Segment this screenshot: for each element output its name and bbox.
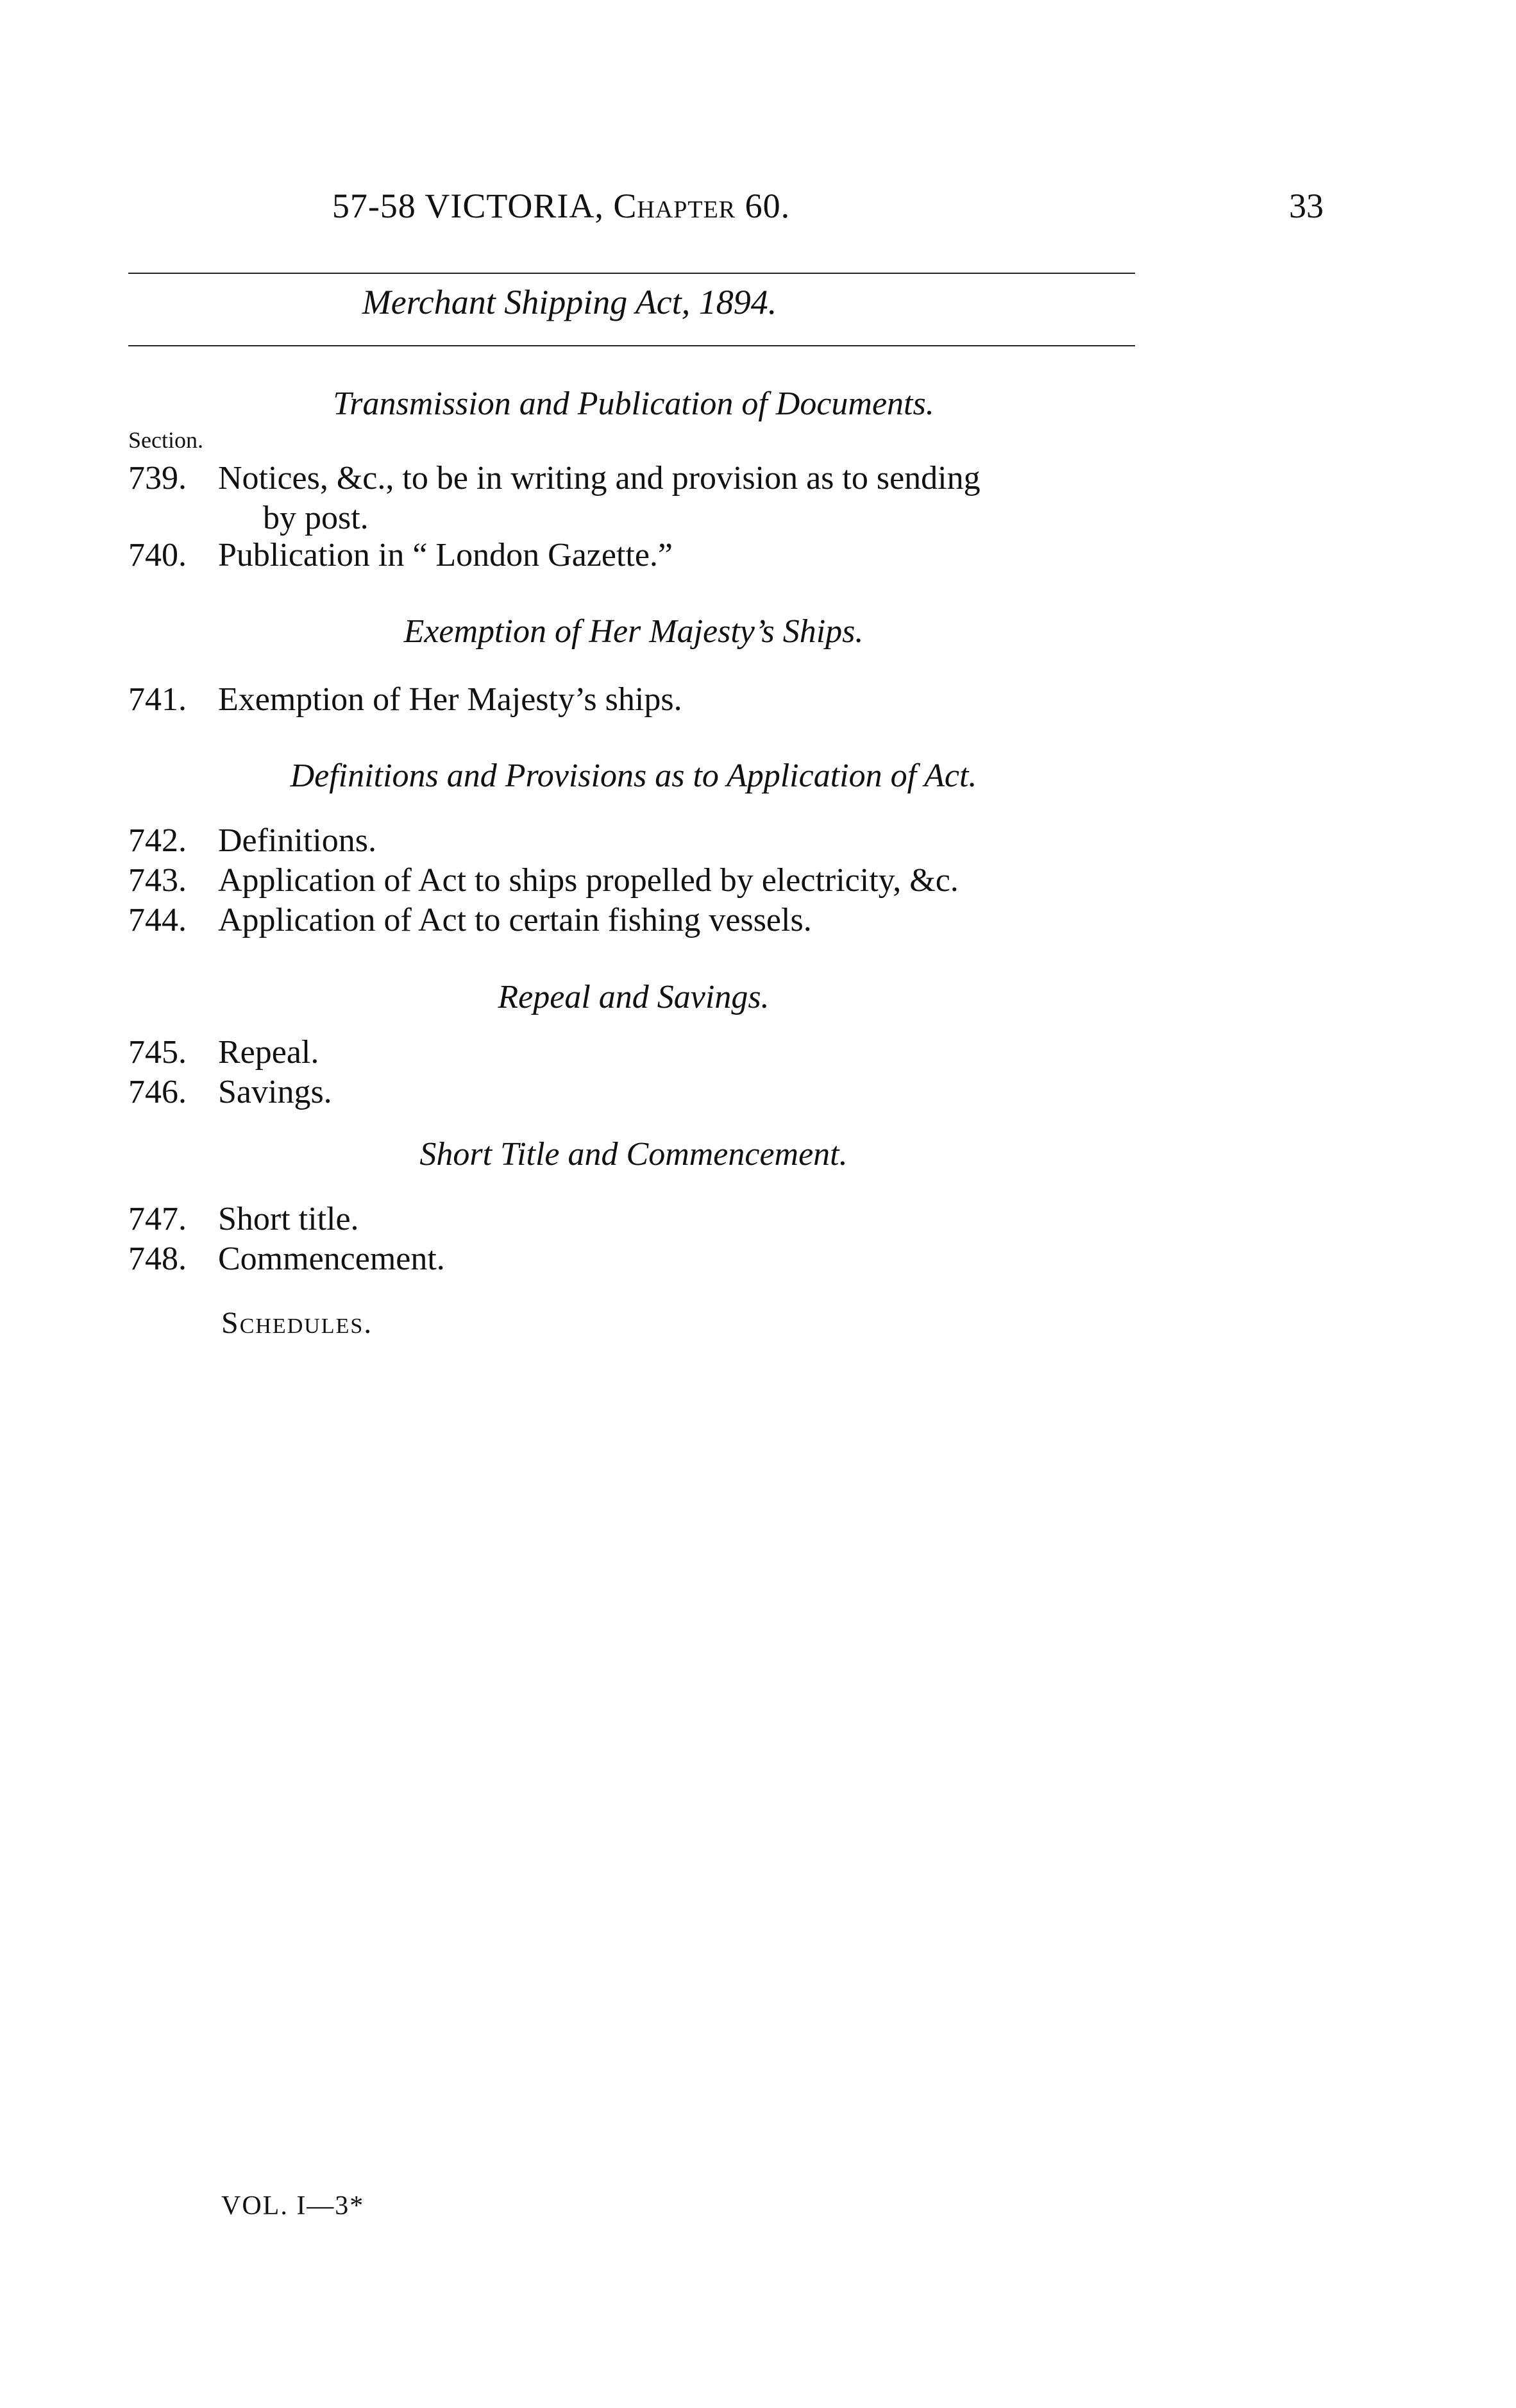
group-heading-definitions: Definitions and Provisions as to Application of Act. — [290, 758, 977, 794]
entry-text: Publication in “ London Gazette.” — [218, 537, 673, 573]
entry-text — [218, 459, 1139, 538]
group-heading-repeal: Repeal and Savings. — [498, 979, 770, 1015]
entry-number: 748. — [128, 1241, 187, 1277]
entry-text: Commencement. — [218, 1241, 445, 1277]
entry-number: 745. — [128, 1034, 187, 1071]
entry-number: 741. — [128, 681, 187, 718]
entry-text-line: Notices, &c., to be in writing and provision as to sending — [218, 460, 981, 496]
entry-748 — [128, 1239, 1139, 1279]
entry-number: 747. — [128, 1201, 187, 1237]
entry-number: 743. — [128, 862, 187, 899]
entry-740 — [128, 536, 1139, 575]
entry-text: Definitions. — [218, 822, 376, 859]
entry-741 — [128, 680, 1139, 720]
page-number: 33 — [1289, 187, 1324, 225]
header-rule-top — [128, 273, 1135, 274]
entry-743 — [128, 861, 1139, 901]
header-rule-bottom — [128, 345, 1135, 346]
entry-text: Short title. — [218, 1201, 359, 1237]
entry-text: Application of Act to certain fishing vessels. — [218, 902, 812, 938]
entry-text: Exemption of Her Majesty’s ships. — [218, 681, 682, 718]
entry-text: Repeal. — [218, 1034, 319, 1071]
act-subheader: Merchant Shipping Act, 1894. — [362, 283, 777, 321]
volume-footer: VOL. I—3* — [221, 2191, 365, 2221]
header-title-suffix: 60. — [745, 187, 791, 225]
entry-number: 742. — [128, 822, 187, 859]
header-title-chapter: Chapter — [613, 187, 736, 225]
section-label: Section. — [128, 427, 203, 453]
group-heading-transmission: Transmission and Publication of Documents. — [333, 386, 934, 422]
schedules-label: Schedules. — [221, 1306, 373, 1340]
entry-746 — [128, 1073, 1139, 1112]
header-title-prefix: 57-58 VICTORIA, — [332, 187, 604, 225]
entry-text-continuation: by post. — [263, 500, 369, 536]
group-heading-exemption: Exemption of Her Majesty’s Ships. — [403, 613, 864, 650]
entry-744 — [128, 901, 1139, 940]
entry-number: 744. — [128, 902, 187, 938]
entry-747 — [128, 1200, 1139, 1239]
entry-text: Application of Act to ships propelled by electricity, &c. — [218, 862, 959, 899]
entry-number: 740. — [128, 537, 187, 573]
entry-number: 746. — [128, 1074, 187, 1110]
entry-number: 739. — [128, 460, 187, 496]
entry-739 — [128, 459, 1139, 538]
entry-742 — [128, 821, 1139, 861]
group-heading-short-title: Short Title and Commencement. — [419, 1136, 848, 1173]
entry-745 — [128, 1033, 1139, 1073]
entry-text: Savings. — [218, 1074, 332, 1110]
page-header-title — [0, 186, 1122, 226]
